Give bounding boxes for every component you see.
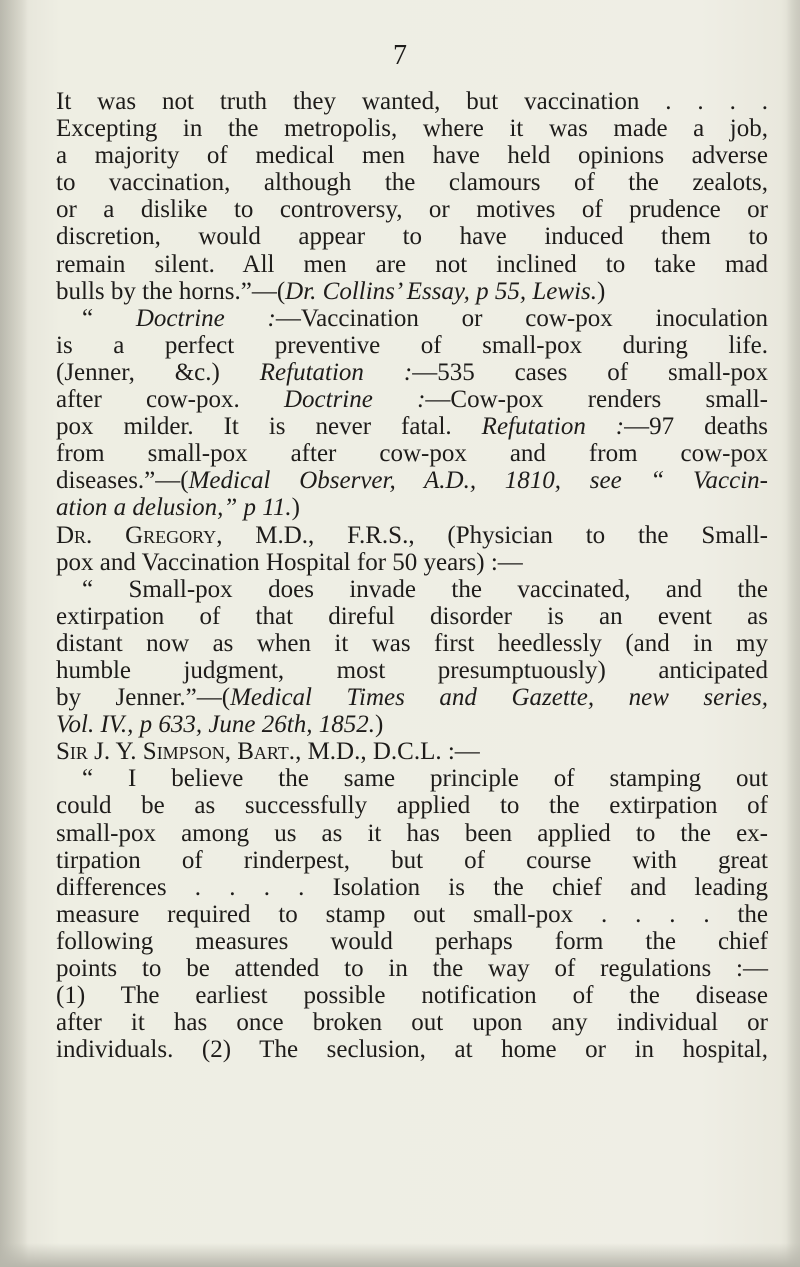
- text-line: [56, 955, 768, 982]
- text-line: [56, 1009, 768, 1036]
- text-segment: small-pox among us as it has been applied to the ex-: [56, 819, 768, 847]
- text-line: [56, 115, 768, 142]
- text-segment: or a dislike to controversy, or motives of prudence or: [56, 196, 768, 224]
- text-line: [56, 359, 768, 386]
- text-segment: diseases.”—(: [56, 467, 189, 495]
- text-segment: after cow-pox.: [56, 386, 284, 414]
- text-segment: Excepting in the metropolis, where it was made a job,: [56, 115, 768, 143]
- text-segment: ): [374, 711, 384, 739]
- text-segment: ): [291, 494, 300, 522]
- text-line: [56, 1036, 768, 1063]
- text-segment: from small-pox after cow-pox and from cow-pox: [56, 440, 768, 468]
- text-segment: (1) The earliest possible notification of the disease: [56, 982, 768, 1010]
- text-line: [56, 494, 768, 521]
- text-line: [56, 278, 768, 305]
- text-line: [56, 142, 768, 169]
- text-line: [56, 549, 768, 576]
- italic-text: Refutation :: [259, 358, 413, 386]
- text-segment: —Vaccination or cow-pox inoculation: [275, 304, 768, 332]
- text-segment: tirpation of rinderpest, but of course with great: [56, 846, 768, 874]
- text-segment: discretion, would appear to have induced them to: [56, 223, 768, 251]
- text-segment: pox milder. It is never fatal.: [56, 413, 482, 441]
- text-segment: —535 cases of small-pox: [412, 358, 768, 386]
- text-line: [56, 630, 768, 657]
- text-line: [56, 169, 768, 196]
- italic-text: Refutation :: [481, 413, 625, 441]
- text-line: [56, 928, 768, 955]
- text-segment: —Cow-pox renders small-: [425, 386, 768, 414]
- bottom-edge-shadow: [0, 1243, 800, 1267]
- text-line: [56, 305, 768, 332]
- text-line: [56, 223, 768, 250]
- text-segment: ): [597, 277, 606, 305]
- italic-text: Vol. IV., p 633, June 26th, 1852.: [56, 711, 375, 739]
- small-caps-name: Sir J. Y. Simpson, Bart.: [56, 738, 296, 766]
- text-line: [56, 901, 768, 928]
- page-edge-shadow: [786, 0, 800, 1267]
- italic-text: ation a delusion,” p 11.: [56, 494, 292, 522]
- text-segment: extirpation of that direful disorder is an event as: [56, 602, 768, 630]
- text-line: [56, 874, 768, 901]
- text-line: [56, 657, 768, 684]
- text-line: [56, 251, 768, 278]
- text-line: [56, 467, 768, 494]
- text-segment: —97 deaths: [624, 413, 768, 441]
- italic-text: Dr. Collins’ Essay, p 55, Lewis.: [285, 277, 597, 305]
- text-segment: “ Small-pox does invade the vaccinated, and the: [82, 575, 768, 603]
- text-line: [56, 522, 768, 549]
- italic-text: Medical Observer, A.D., 1810, see “ Vaccin-: [188, 467, 768, 495]
- text-segment: after it has once broken out upon any individual or: [56, 1009, 768, 1037]
- text-segment: measure required to stamp out small-pox . . . . the: [56, 900, 768, 928]
- text-segment: , M.D., D.C.L. :—: [295, 738, 480, 766]
- text-line: [56, 711, 768, 738]
- text-line: [56, 820, 768, 847]
- text-line: [56, 386, 768, 413]
- text-segment: by Jenner.”—(: [56, 684, 231, 712]
- text-segment: remain silent. All men are not inclined to take mad: [56, 250, 768, 278]
- binding-shadow: [0, 0, 28, 1267]
- text-line: [56, 332, 768, 359]
- text-line: [56, 440, 768, 467]
- body-text: [56, 88, 768, 1063]
- text-segment: points to be attended to in the way of regulations :—: [56, 955, 768, 982]
- text-line: [56, 603, 768, 630]
- text-segment: to vaccination, although the clamours of the zealots,: [56, 169, 768, 197]
- text-line: [56, 413, 768, 440]
- text-line: [56, 765, 768, 792]
- text-segment: differences . . . . Isolation is the chief and leading: [56, 873, 768, 901]
- text-line: [56, 576, 768, 603]
- italic-text: Medical Times and Gazette, new series,: [230, 684, 768, 712]
- text-line: [56, 196, 768, 223]
- text-segment: following measures would perhaps form the chief: [56, 927, 768, 955]
- text-segment: “: [82, 304, 136, 332]
- text-segment: “ I believe the same principle of stamping out: [82, 765, 768, 793]
- text-segment: distant now as when it was first heedlessly (and in my: [56, 629, 768, 657]
- text-segment: humble judgment, most presumptuously) anticipated: [56, 656, 768, 684]
- text-segment: , M.D., F.R.S., (Physician to the Small-: [216, 521, 768, 549]
- text-segment: individuals. (2) The seclusion, at home or in hospital,: [56, 1036, 768, 1064]
- text-line: [56, 684, 768, 711]
- text-segment: could be as successfully applied to the extirpation of: [56, 792, 768, 820]
- text-segment: pox and Vaccination Hospital for 50 years) :—: [56, 548, 523, 576]
- italic-text: Doctrine :: [283, 386, 426, 414]
- text-segment: a majority of medical men have held opinions adverse: [56, 142, 768, 170]
- text-segment: is a perfect preventive of small-pox during life.: [56, 331, 768, 359]
- text-line: [56, 738, 768, 765]
- text-line: [56, 982, 768, 1009]
- text-segment: bulls by the horns.”—(: [56, 277, 286, 305]
- text-line: [56, 847, 768, 874]
- small-caps-name: Dr. Gregory: [56, 521, 217, 549]
- text-line: [56, 792, 768, 819]
- text-segment: (Jenner, &c.): [56, 358, 260, 386]
- italic-text: Doctrine :: [135, 304, 276, 332]
- text-segment: It was not truth they wanted, but vaccination . . . .: [56, 88, 768, 115]
- page-number: 7: [393, 40, 407, 71]
- text-line: [56, 88, 768, 115]
